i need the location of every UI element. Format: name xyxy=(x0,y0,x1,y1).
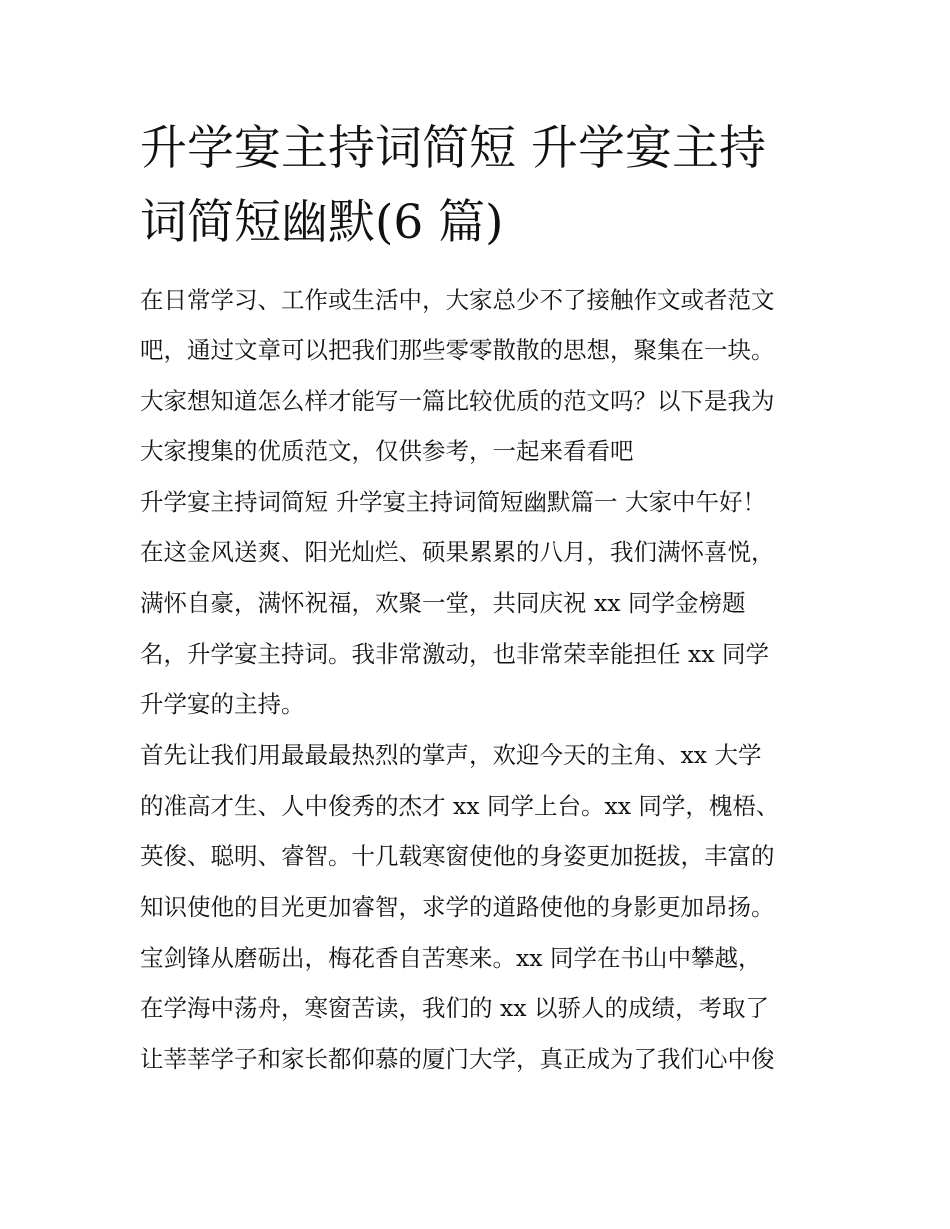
title-line: 词简短幽默(6 篇) xyxy=(140,195,504,250)
body-line: 的准高才生、人中俊秀的杰才 xx 同学上台。xx 同学，槐梧、 xyxy=(140,792,780,820)
body-line: 升学宴的主持。 xyxy=(140,690,305,718)
body-line: 让莘莘学子和家长都仰慕的厦门大学，真正成为了我们心中俊 xyxy=(140,1045,775,1073)
body-line: 吧，通过文章可以把我们那些零零散散的思想，聚集在一块。 xyxy=(140,336,775,364)
body-line: 升学宴主持词简短 升学宴主持词简短幽默篇一 大家中午好！ xyxy=(140,488,766,516)
body-line: 在日常学习、工作或生活中，大家总少不了接触作文或者范文 xyxy=(140,286,775,314)
body-line: 在这金风送爽、阳光灿烂、硕果累累的八月，我们满怀喜悦， xyxy=(140,538,775,566)
body-line: 知识使他的目光更加睿智，求学的道路使他的身影更加昂扬。 xyxy=(140,893,775,921)
body-line: 英俊、聪明、睿智。十几载寒窗使他的身姿更加挺拔，丰富的 xyxy=(140,842,775,870)
body-line: 宝剑锋从磨砺出，梅花香自苦寒来。xx 同学在书山中攀越， xyxy=(140,944,762,972)
body-line: 满怀自豪，满怀祝福，欢聚一堂，共同庆祝 xx 同学金榜题 xyxy=(140,589,746,617)
body-line: 大家想知道怎么样才能写一篇比较优质的范文吗？以下是我为 xyxy=(140,387,775,415)
title-line: 升学宴主持词简短 升学宴主持 xyxy=(140,121,766,176)
body-line: 大家搜集的优质范文，仅供参考，一起来看看吧 xyxy=(140,437,634,465)
body-line: 首先让我们用最最最热烈的掌声，欢迎今天的主角、xx 大学 xyxy=(140,741,762,769)
document-title xyxy=(140,112,840,260)
body-line: 在学海中荡舟，寒窗苦读，我们的 xx 以骄人的成绩，考取了 xyxy=(140,994,769,1022)
body-line: 名，升学宴主持词。我非常激动，也非常荣幸能担任 xx 同学 xyxy=(140,640,769,668)
